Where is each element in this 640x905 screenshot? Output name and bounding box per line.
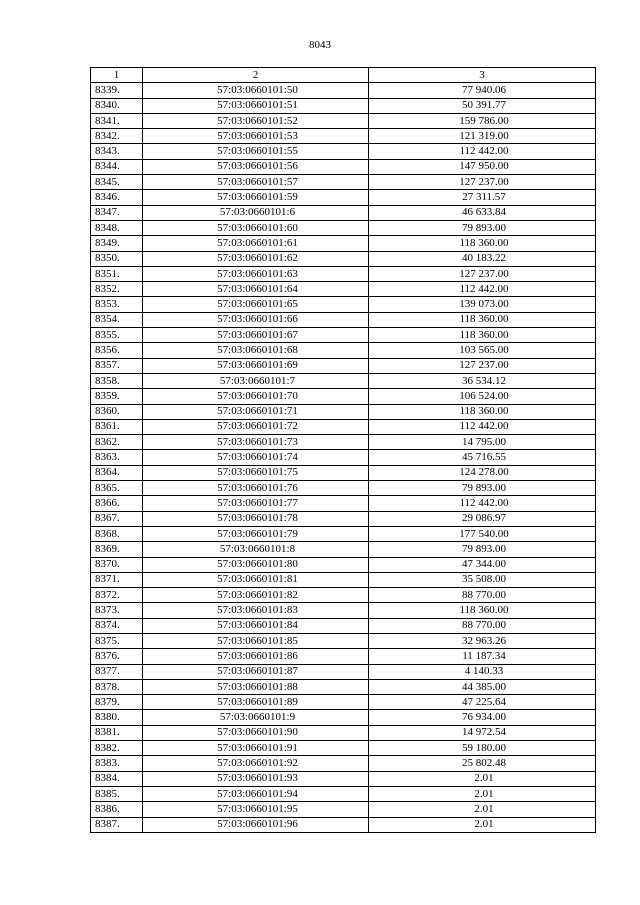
- value-cell: 106 524.00: [369, 389, 596, 404]
- cadastral-number-cell: 57:03:0660101:66: [143, 312, 369, 327]
- row-number-cell: 8381.: [91, 725, 143, 740]
- header-row: [91, 68, 596, 83]
- table-row: [91, 175, 596, 190]
- value-cell: 118 360.00: [369, 328, 596, 343]
- row-number-cell: 8361.: [91, 419, 143, 434]
- table-row: [91, 633, 596, 648]
- value-cell: 77 940.06: [369, 83, 596, 98]
- cadastral-number-cell: 57:03:0660101:91: [143, 741, 369, 756]
- row-number-cell: 8339.: [91, 83, 143, 98]
- table-row: [91, 802, 596, 817]
- cadastral-number-cell: 57:03:0660101:65: [143, 297, 369, 312]
- row-number-cell: 8360.: [91, 404, 143, 419]
- row-number-cell: 8346.: [91, 190, 143, 205]
- value-cell: 2.01: [369, 786, 596, 801]
- row-number-cell: 8356.: [91, 343, 143, 358]
- table-row: [91, 297, 596, 312]
- table-row: [91, 282, 596, 297]
- cadastral-number-cell: 57:03:0660101:83: [143, 603, 369, 618]
- value-cell: 79 893.00: [369, 220, 596, 235]
- row-number-cell: 8344.: [91, 159, 143, 174]
- value-cell: 4 140.33: [369, 664, 596, 679]
- value-cell: 118 360.00: [369, 312, 596, 327]
- cadastral-number-cell: 57:03:0660101:77: [143, 496, 369, 511]
- cadastral-number-cell: 57:03:0660101:84: [143, 618, 369, 633]
- row-number-cell: 8355.: [91, 328, 143, 343]
- value-cell: 32 963.26: [369, 633, 596, 648]
- row-number-cell: 8351.: [91, 266, 143, 281]
- row-number-cell: 8343.: [91, 144, 143, 159]
- cadastral-number-cell: 57:03:0660101:60: [143, 220, 369, 235]
- table-row: [91, 373, 596, 388]
- value-cell: 25 802.48: [369, 756, 596, 771]
- table-row: [91, 236, 596, 251]
- table-row: [91, 312, 596, 327]
- value-cell: 139 073.00: [369, 297, 596, 312]
- table-row: [91, 603, 596, 618]
- cadastral-number-cell: 57:03:0660101:67: [143, 328, 369, 343]
- table-row: [91, 481, 596, 496]
- value-cell: 118 360.00: [369, 236, 596, 251]
- value-cell: 47 344.00: [369, 557, 596, 572]
- cadastral-number-cell: 57:03:0660101:76: [143, 481, 369, 496]
- cadastral-number-cell: 57:03:0660101:69: [143, 358, 369, 373]
- cadastral-number-cell: 57:03:0660101:87: [143, 664, 369, 679]
- cadastral-number-cell: 57:03:0660101:70: [143, 389, 369, 404]
- row-number-cell: 8363.: [91, 450, 143, 465]
- table-row: [91, 113, 596, 128]
- row-number-cell: 8372.: [91, 588, 143, 603]
- page-number: 8043: [309, 39, 331, 51]
- table-body: [91, 83, 596, 833]
- value-cell: 112 442.00: [369, 419, 596, 434]
- row-number-cell: 8345.: [91, 175, 143, 190]
- value-cell: 2.01: [369, 802, 596, 817]
- cadastral-number-cell: 57:03:0660101:6: [143, 205, 369, 220]
- row-number-cell: 8354.: [91, 312, 143, 327]
- cadastral-number-cell: 57:03:0660101:9: [143, 710, 369, 725]
- table-row: [91, 771, 596, 786]
- table-row: [91, 358, 596, 373]
- table-row: [91, 129, 596, 144]
- value-cell: 76 934.00: [369, 710, 596, 725]
- value-cell: 127 237.00: [369, 175, 596, 190]
- row-number-cell: 8377.: [91, 664, 143, 679]
- value-cell: 79 893.00: [369, 542, 596, 557]
- value-cell: 35 508.00: [369, 572, 596, 587]
- value-cell: 103 565.00: [369, 343, 596, 358]
- cadastral-number-cell: 57:03:0660101:71: [143, 404, 369, 419]
- table-row: [91, 741, 596, 756]
- table-row: [91, 725, 596, 740]
- table-row: [91, 664, 596, 679]
- value-cell: 124 278.00: [369, 465, 596, 480]
- cadastral-number-cell: 57:03:0660101:51: [143, 98, 369, 113]
- cadastral-number-cell: 57:03:0660101:62: [143, 251, 369, 266]
- value-cell: 118 360.00: [369, 404, 596, 419]
- value-cell: 29 086.97: [369, 511, 596, 526]
- column-header-3: 3: [369, 68, 596, 83]
- table-row: [91, 450, 596, 465]
- cadastral-number-cell: 57:03:0660101:61: [143, 236, 369, 251]
- table-row: [91, 419, 596, 434]
- row-number-cell: 8341.: [91, 113, 143, 128]
- row-number-cell: 8386.: [91, 802, 143, 817]
- cadastral-number-cell: 57:03:0660101:93: [143, 771, 369, 786]
- cadastral-number-cell: 57:03:0660101:90: [143, 725, 369, 740]
- row-number-cell: 8369.: [91, 542, 143, 557]
- value-cell: 2.01: [369, 817, 596, 832]
- table-row: [91, 572, 596, 587]
- value-cell: 177 540.00: [369, 526, 596, 541]
- table-row: [91, 343, 596, 358]
- row-number-cell: 8376.: [91, 649, 143, 664]
- row-number-cell: 8380.: [91, 710, 143, 725]
- table-row: [91, 266, 596, 281]
- value-cell: 127 237.00: [369, 266, 596, 281]
- row-number-cell: 8348.: [91, 220, 143, 235]
- table-row: [91, 588, 596, 603]
- value-cell: 46 633.84: [369, 205, 596, 220]
- cadastral-number-cell: 57:03:0660101:64: [143, 282, 369, 297]
- cadastral-number-cell: 57:03:0660101:55: [143, 144, 369, 159]
- cadastral-number-cell: 57:03:0660101:85: [143, 633, 369, 648]
- value-cell: 50 391.77: [369, 98, 596, 113]
- row-number-cell: 8383.: [91, 756, 143, 771]
- row-number-cell: 8349.: [91, 236, 143, 251]
- cadastral-number-cell: 57:03:0660101:75: [143, 465, 369, 480]
- row-number-cell: 8378.: [91, 679, 143, 694]
- table-row: [91, 404, 596, 419]
- cadastral-number-cell: 57:03:0660101:7: [143, 373, 369, 388]
- cadastral-number-cell: 57:03:0660101:74: [143, 450, 369, 465]
- table-row: [91, 251, 596, 266]
- table-row: [91, 710, 596, 725]
- cadastral-number-cell: 57:03:0660101:86: [143, 649, 369, 664]
- value-cell: 159 786.00: [369, 113, 596, 128]
- table-row: [91, 756, 596, 771]
- value-cell: 11 187.34: [369, 649, 596, 664]
- cadastral-number-cell: 57:03:0660101:59: [143, 190, 369, 205]
- cadastral-number-cell: 57:03:0660101:63: [143, 266, 369, 281]
- cadastral-number-cell: 57:03:0660101:8: [143, 542, 369, 557]
- row-number-cell: 8370.: [91, 557, 143, 572]
- cadastral-number-cell: 57:03:0660101:82: [143, 588, 369, 603]
- column-header-1: 1: [91, 68, 143, 83]
- cadastral-number-cell: 57:03:0660101:57: [143, 175, 369, 190]
- table-row: [91, 695, 596, 710]
- cadastral-number-cell: 57:03:0660101:68: [143, 343, 369, 358]
- cadastral-number-cell: 57:03:0660101:89: [143, 695, 369, 710]
- row-number-cell: 8384.: [91, 771, 143, 786]
- row-number-cell: 8364.: [91, 465, 143, 480]
- cadastral-number-cell: 57:03:0660101:72: [143, 419, 369, 434]
- value-cell: 40 183.22: [369, 251, 596, 266]
- table-row: [91, 435, 596, 450]
- row-number-cell: 8350.: [91, 251, 143, 266]
- value-cell: 127 237.00: [369, 358, 596, 373]
- cadastral-number-cell: 57:03:0660101:78: [143, 511, 369, 526]
- row-number-cell: 8365.: [91, 481, 143, 496]
- table-row: [91, 144, 596, 159]
- value-cell: 45 716.55: [369, 450, 596, 465]
- table-row: [91, 526, 596, 541]
- value-cell: 147 950.00: [369, 159, 596, 174]
- row-number-cell: 8374.: [91, 618, 143, 633]
- table-row: [91, 328, 596, 343]
- table-row: [91, 542, 596, 557]
- table-row: [91, 83, 596, 98]
- table-row: [91, 389, 596, 404]
- cadastral-number-cell: 57:03:0660101:52: [143, 113, 369, 128]
- cadastral-number-cell: 57:03:0660101:94: [143, 786, 369, 801]
- value-cell: 47 225.64: [369, 695, 596, 710]
- table-row: [91, 496, 596, 511]
- row-number-cell: 8368.: [91, 526, 143, 541]
- value-cell: 79 893.00: [369, 481, 596, 496]
- cadastral-number-cell: 57:03:0660101:56: [143, 159, 369, 174]
- value-cell: 121 319.00: [369, 129, 596, 144]
- table-row: [91, 786, 596, 801]
- row-number-cell: 8340.: [91, 98, 143, 113]
- row-number-cell: 8352.: [91, 282, 143, 297]
- table-row: [91, 557, 596, 572]
- value-cell: 112 442.00: [369, 496, 596, 511]
- cadastral-number-cell: 57:03:0660101:81: [143, 572, 369, 587]
- table-row: [91, 817, 596, 832]
- cadastral-number-cell: 57:03:0660101:95: [143, 802, 369, 817]
- value-cell: 112 442.00: [369, 144, 596, 159]
- table-row: [91, 190, 596, 205]
- row-number-cell: 8358.: [91, 373, 143, 388]
- row-number-cell: 8353.: [91, 297, 143, 312]
- table-row: [91, 159, 596, 174]
- row-number-cell: 8342.: [91, 129, 143, 144]
- value-cell: 118 360.00: [369, 603, 596, 618]
- cadastral-number-cell: 57:03:0660101:50: [143, 83, 369, 98]
- row-number-cell: 8362.: [91, 435, 143, 450]
- value-cell: 2.01: [369, 771, 596, 786]
- row-number-cell: 8366.: [91, 496, 143, 511]
- row-number-cell: 8379.: [91, 695, 143, 710]
- cadastral-number-cell: 57:03:0660101:96: [143, 817, 369, 832]
- row-number-cell: 8387.: [91, 817, 143, 832]
- row-number-cell: 8385.: [91, 786, 143, 801]
- value-cell: 88 770.00: [369, 618, 596, 633]
- row-number-cell: 8347.: [91, 205, 143, 220]
- value-cell: 14 972.54: [369, 725, 596, 740]
- table-row: [91, 98, 596, 113]
- value-cell: 59 180.00: [369, 741, 596, 756]
- table-row: [91, 618, 596, 633]
- table-row: [91, 220, 596, 235]
- cadastral-number-cell: 57:03:0660101:80: [143, 557, 369, 572]
- table-row: [91, 679, 596, 694]
- cadastral-number-cell: 57:03:0660101:79: [143, 526, 369, 541]
- value-cell: 36 534.12: [369, 373, 596, 388]
- value-cell: 14 795.00: [369, 435, 596, 450]
- table-row: [91, 511, 596, 526]
- row-number-cell: 8382.: [91, 741, 143, 756]
- table-row: [91, 649, 596, 664]
- cadastral-number-cell: 57:03:0660101:53: [143, 129, 369, 144]
- data-table: [90, 67, 596, 833]
- row-number-cell: 8371.: [91, 572, 143, 587]
- row-number-cell: 8359.: [91, 389, 143, 404]
- row-number-cell: 8373.: [91, 603, 143, 618]
- value-cell: 112 442.00: [369, 282, 596, 297]
- table-header: [91, 68, 596, 83]
- row-number-cell: 8375.: [91, 633, 143, 648]
- row-number-cell: 8357.: [91, 358, 143, 373]
- column-header-2: 2: [143, 68, 369, 83]
- table-row: [91, 465, 596, 480]
- value-cell: 27 311.57: [369, 190, 596, 205]
- table-row: [91, 205, 596, 220]
- cadastral-number-cell: 57:03:0660101:73: [143, 435, 369, 450]
- cadastral-number-cell: 57:03:0660101:92: [143, 756, 369, 771]
- value-cell: 88 770.00: [369, 588, 596, 603]
- cadastral-number-cell: 57:03:0660101:88: [143, 679, 369, 694]
- value-cell: 44 385.00: [369, 679, 596, 694]
- row-number-cell: 8367.: [91, 511, 143, 526]
